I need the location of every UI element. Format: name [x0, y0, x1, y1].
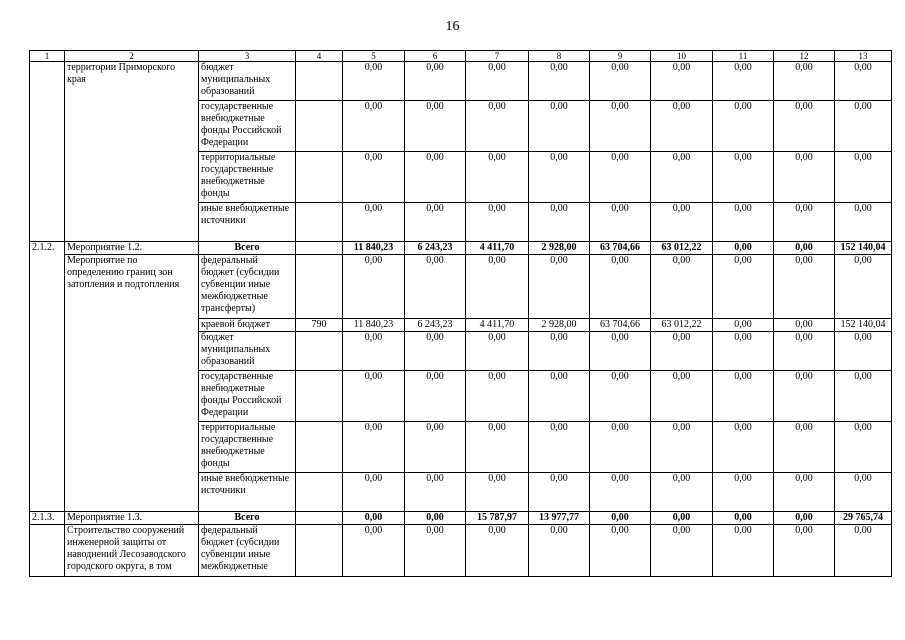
- amount-cell: 0,00: [466, 152, 529, 203]
- amount-cell: 0,00: [529, 332, 590, 371]
- amount-cell: 0,00: [651, 101, 713, 152]
- amount-cell: 0,00: [713, 473, 774, 512]
- amount-cell: 0,00: [529, 62, 590, 101]
- amount-cell: 0,00: [466, 422, 529, 473]
- activity-name: Мероприятие по определению границ зон затопления и подтопления: [65, 255, 199, 512]
- amount-cell: 0,00: [774, 255, 835, 319]
- funding-source: федеральный бюджет (субсидии субвенции иные межбюджетные трансферты): [199, 255, 296, 319]
- amount-cell: 0,00: [529, 473, 590, 512]
- amount-cell: 0,00: [651, 255, 713, 319]
- funding-source: иные внебюджетные источники: [199, 203, 296, 242]
- amount-cell: 0,00: [590, 62, 651, 101]
- amount-cell: 29 765,74: [835, 512, 892, 525]
- amount-cell: 0,00: [405, 332, 466, 371]
- amount-cell: 0,00: [343, 101, 405, 152]
- amount-cell: 0,00: [835, 371, 892, 422]
- amount-cell: 0,00: [405, 62, 466, 101]
- amount-cell: 0,00: [651, 332, 713, 371]
- col-header: 8: [529, 51, 590, 62]
- amount-cell: 0,00: [590, 203, 651, 242]
- amount-cell: 0,00: [529, 101, 590, 152]
- amount-cell: 0,00: [466, 255, 529, 319]
- amount-cell: 0,00: [713, 152, 774, 203]
- amount-cell: 0,00: [405, 371, 466, 422]
- amount-cell: 0,00: [529, 422, 590, 473]
- amount-cell: 0,00: [774, 473, 835, 512]
- amount-cell: 0,00: [713, 101, 774, 152]
- amount-cell: 0,00: [590, 422, 651, 473]
- amount-cell: 0,00: [405, 512, 466, 525]
- amount-cell: 0,00: [713, 62, 774, 101]
- amount-cell: 0,00: [835, 422, 892, 473]
- amount-cell: 0,00: [835, 62, 892, 101]
- amount-cell: 0,00: [713, 203, 774, 242]
- amount-cell: 0,00: [343, 512, 405, 525]
- amount-cell: 0,00: [774, 242, 835, 255]
- col-header: 10: [651, 51, 713, 62]
- amount-cell: 0,00: [343, 152, 405, 203]
- amount-cell: 11 840,23: [343, 242, 405, 255]
- budget-code: [296, 371, 343, 422]
- col-header: 13: [835, 51, 892, 62]
- amount-cell: 0,00: [405, 422, 466, 473]
- budget-code: [296, 473, 343, 512]
- table-row: [30, 242, 892, 255]
- amount-cell: 2 928,00: [529, 242, 590, 255]
- amount-cell: 0,00: [713, 512, 774, 525]
- amount-cell: 0,00: [835, 101, 892, 152]
- amount-cell: 0,00: [343, 525, 405, 577]
- amount-cell: 0,00: [405, 152, 466, 203]
- amount-cell: 6 243,23: [405, 242, 466, 255]
- row-code: 2.1.3.: [30, 512, 65, 525]
- amount-cell: 4 411,70: [466, 319, 529, 332]
- amount-cell: 152 140,04: [835, 319, 892, 332]
- col-header: 7: [466, 51, 529, 62]
- amount-cell: 0,00: [713, 422, 774, 473]
- funding-source: иные внебюджетные источники: [199, 473, 296, 512]
- col-header: 12: [774, 51, 835, 62]
- table-row: [30, 62, 892, 101]
- header-row: [30, 51, 892, 62]
- amount-cell: 0,00: [529, 203, 590, 242]
- budget-code: [296, 512, 343, 525]
- budget-code: [296, 422, 343, 473]
- amount-cell: 0,00: [466, 203, 529, 242]
- amount-cell: 0,00: [774, 101, 835, 152]
- col-header: 1: [30, 51, 65, 62]
- col-header: 2: [65, 51, 199, 62]
- amount-cell: 0,00: [835, 525, 892, 577]
- amount-cell: 0,00: [651, 152, 713, 203]
- amount-cell: 0,00: [590, 152, 651, 203]
- amount-cell: 0,00: [774, 319, 835, 332]
- amount-cell: 0,00: [713, 255, 774, 319]
- funding-source: федеральный бюджет (субсидии субвенции иные межбюджетные: [199, 525, 296, 577]
- col-header: 5: [343, 51, 405, 62]
- amount-cell: 0,00: [651, 203, 713, 242]
- amount-cell: 0,00: [529, 525, 590, 577]
- amount-cell: 152 140,04: [835, 242, 892, 255]
- amount-cell: 0,00: [405, 101, 466, 152]
- amount-cell: 0,00: [835, 332, 892, 371]
- amount-cell: 0,00: [713, 525, 774, 577]
- amount-cell: 0,00: [590, 512, 651, 525]
- funding-source: территориальные государственные внебюджетные фонды: [199, 422, 296, 473]
- col-header: 3: [199, 51, 296, 62]
- budget-code: [296, 152, 343, 203]
- amount-cell: 0,00: [774, 203, 835, 242]
- amount-cell: 0,00: [343, 371, 405, 422]
- amount-cell: 0,00: [343, 62, 405, 101]
- col-header: 9: [590, 51, 651, 62]
- table-row: [30, 525, 892, 577]
- amount-cell: 0,00: [835, 473, 892, 512]
- funding-source: бюджет муниципальных образований: [199, 332, 296, 371]
- col-header: 6: [405, 51, 466, 62]
- amount-cell: 0,00: [590, 473, 651, 512]
- amount-cell: 0,00: [651, 473, 713, 512]
- amount-cell: 0,00: [466, 371, 529, 422]
- budget-code: [296, 242, 343, 255]
- amount-cell: 0,00: [343, 332, 405, 371]
- amount-cell: 0,00: [835, 152, 892, 203]
- amount-cell: 0,00: [835, 203, 892, 242]
- amount-cell: 0,00: [405, 525, 466, 577]
- amount-cell: 0,00: [466, 473, 529, 512]
- amount-cell: 2 928,00: [529, 319, 590, 332]
- amount-cell: 0,00: [466, 101, 529, 152]
- budget-code: [296, 332, 343, 371]
- funding-source: территориальные государственные внебюджетные фонды: [199, 152, 296, 203]
- amount-cell: 0,00: [343, 255, 405, 319]
- funding-source: Всего: [199, 242, 296, 255]
- amount-cell: 0,00: [466, 525, 529, 577]
- amount-cell: 0,00: [405, 473, 466, 512]
- amount-cell: 0,00: [713, 319, 774, 332]
- amount-cell: 63 704,66: [590, 242, 651, 255]
- budget-code: [296, 203, 343, 242]
- funding-source: государственные внебюджетные фонды Российской Федерации: [199, 101, 296, 152]
- amount-cell: 63 012,22: [651, 242, 713, 255]
- amount-cell: 0,00: [466, 62, 529, 101]
- amount-cell: 63 012,22: [651, 319, 713, 332]
- row-code: [30, 525, 65, 577]
- activity-name: Мероприятие 1.2.: [65, 242, 199, 255]
- amount-cell: 15 787,97: [466, 512, 529, 525]
- amount-cell: 11 840,23: [343, 319, 405, 332]
- amount-cell: 4 411,70: [466, 242, 529, 255]
- amount-cell: 0,00: [774, 525, 835, 577]
- amount-cell: 0,00: [590, 332, 651, 371]
- funding-source: Всего: [199, 512, 296, 525]
- budget-table: [29, 50, 892, 577]
- activity-name: территории Приморского края: [65, 62, 199, 242]
- amount-cell: 0,00: [590, 371, 651, 422]
- amount-cell: 0,00: [466, 332, 529, 371]
- amount-cell: 0,00: [343, 473, 405, 512]
- budget-code: [296, 101, 343, 152]
- row-code: 2.1.2.: [30, 242, 65, 512]
- col-header: 4: [296, 51, 343, 62]
- amount-cell: 6 243,23: [405, 319, 466, 332]
- amount-cell: 0,00: [651, 512, 713, 525]
- amount-cell: 0,00: [774, 152, 835, 203]
- activity-name: Мероприятие 1.3.: [65, 512, 199, 525]
- budget-code: [296, 525, 343, 577]
- budget-code: [296, 62, 343, 101]
- activity-name: Строительство сооружений инженерной защиты от наводнений Лесозаводского городского округа, в том: [65, 525, 199, 577]
- amount-cell: 0,00: [590, 101, 651, 152]
- amount-cell: 0,00: [713, 332, 774, 371]
- budget-code: [296, 255, 343, 319]
- page-number: 16: [445, 19, 460, 34]
- amount-cell: 0,00: [713, 242, 774, 255]
- amount-cell: 0,00: [774, 332, 835, 371]
- funding-source: краевой бюджет: [199, 319, 296, 332]
- amount-cell: 0,00: [343, 203, 405, 242]
- amount-cell: 0,00: [774, 62, 835, 101]
- col-header: 11: [713, 51, 774, 62]
- amount-cell: 0,00: [405, 203, 466, 242]
- amount-cell: 0,00: [651, 422, 713, 473]
- amount-cell: 63 704,66: [590, 319, 651, 332]
- amount-cell: 13 977,77: [529, 512, 590, 525]
- amount-cell: 0,00: [774, 422, 835, 473]
- table-row: [30, 255, 892, 319]
- amount-cell: 0,00: [590, 525, 651, 577]
- amount-cell: 0,00: [529, 371, 590, 422]
- amount-cell: 0,00: [529, 255, 590, 319]
- table-row: [30, 512, 892, 525]
- amount-cell: 0,00: [343, 422, 405, 473]
- funding-source: бюджет муниципальных образований: [199, 62, 296, 101]
- funding-source: государственные внебюджетные фонды Российской Федерации: [199, 371, 296, 422]
- amount-cell: 0,00: [774, 371, 835, 422]
- amount-cell: 0,00: [590, 255, 651, 319]
- amount-cell: 0,00: [651, 525, 713, 577]
- amount-cell: 0,00: [405, 255, 466, 319]
- row-code: [30, 62, 65, 242]
- budget-code: 790: [296, 319, 343, 332]
- amount-cell: 0,00: [529, 152, 590, 203]
- amount-cell: 0,00: [651, 371, 713, 422]
- amount-cell: 0,00: [774, 512, 835, 525]
- amount-cell: 0,00: [651, 62, 713, 101]
- amount-cell: 0,00: [835, 255, 892, 319]
- amount-cell: 0,00: [713, 371, 774, 422]
